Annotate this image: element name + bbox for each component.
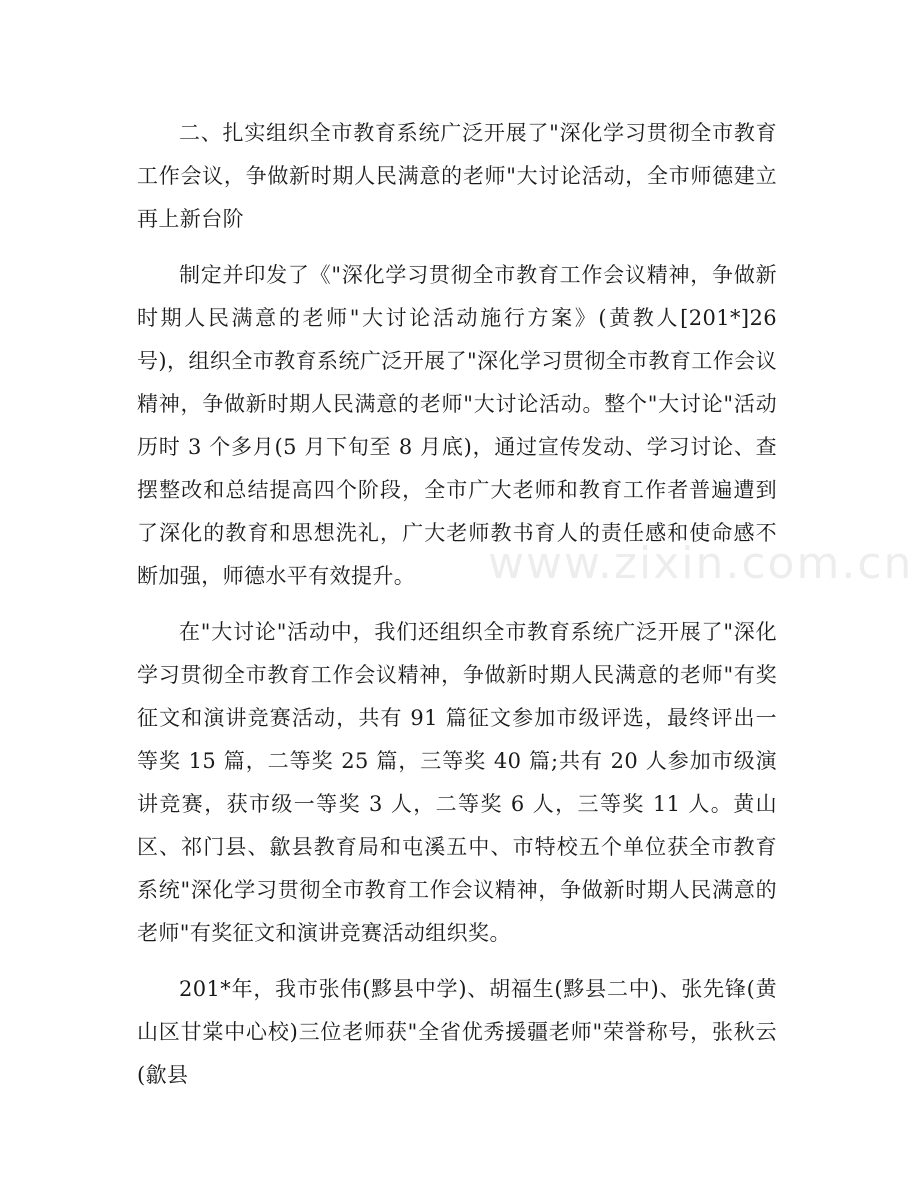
paragraph-honors: 201*年，我市张伟(黟县中学)、胡福生(黟县二中)、张先锋(黄山区甘棠中心校)三位老师获"全省优秀援疆老师"荣誉称号，张秋云(歙县 [137,977,777,1087]
paragraph-essay-contest: 在"大讨论"活动中，我们还组织全市教育系统广泛开展了"深化学习贯彻全市教育工作会议精神，争做新时期人民满意的老师"有奖征文和演讲竞赛活动，共有 91 篇征文参加市级评选，最终评出一等奖 15 篇，二等奖 25 篇，三等奖 40 篇;共有 20 人参加市级演讲竞赛，获市级一等奖 3 人，二等奖 6 人，三等奖 11 人。黄山区、祁门县、歙县教育局和屯溪五中、市特校五个单位获全市教育系统"深化学习贯彻全市教育工作会议精神，争做新时期人民满意的老师"有奖征文和演讲竞赛活动组织奖。 [137,620,777,945]
watermark: www.zixin.com.cn [488,538,914,589]
document-body [137,112,777,1110]
paragraph-heading: 二、扎实组织全市教育系统广泛开展了"深化学习贯彻全市教育工作会议，争做新时期人民满意的老师"大讨论活动，全市师德建立再上新台阶 [137,121,777,231]
paragraph-plan: 制定并印发了《"深化学习贯彻全市教育工作会议精神，争做新时期人民满意的老师"大讨论活动施行方案》(黄教人[201*]26 号)，组织全市教育系统广泛开展了"深化学习贯彻全市教育工作会议精神，争做新时期人民满意的老师"大讨论活动。整个"大讨论"活动历时 3 个多月(5 月下旬至 8 月底)，通过宣传发动、学习讨论、查摆整改和总结提高四个阶段，全市广大老师和教育工作者普遍遭到了深化的教育和思想洗礼，广大老师教书育人的责任感和使命感不断加强，师德水平有效提升。 [137,263,777,588]
